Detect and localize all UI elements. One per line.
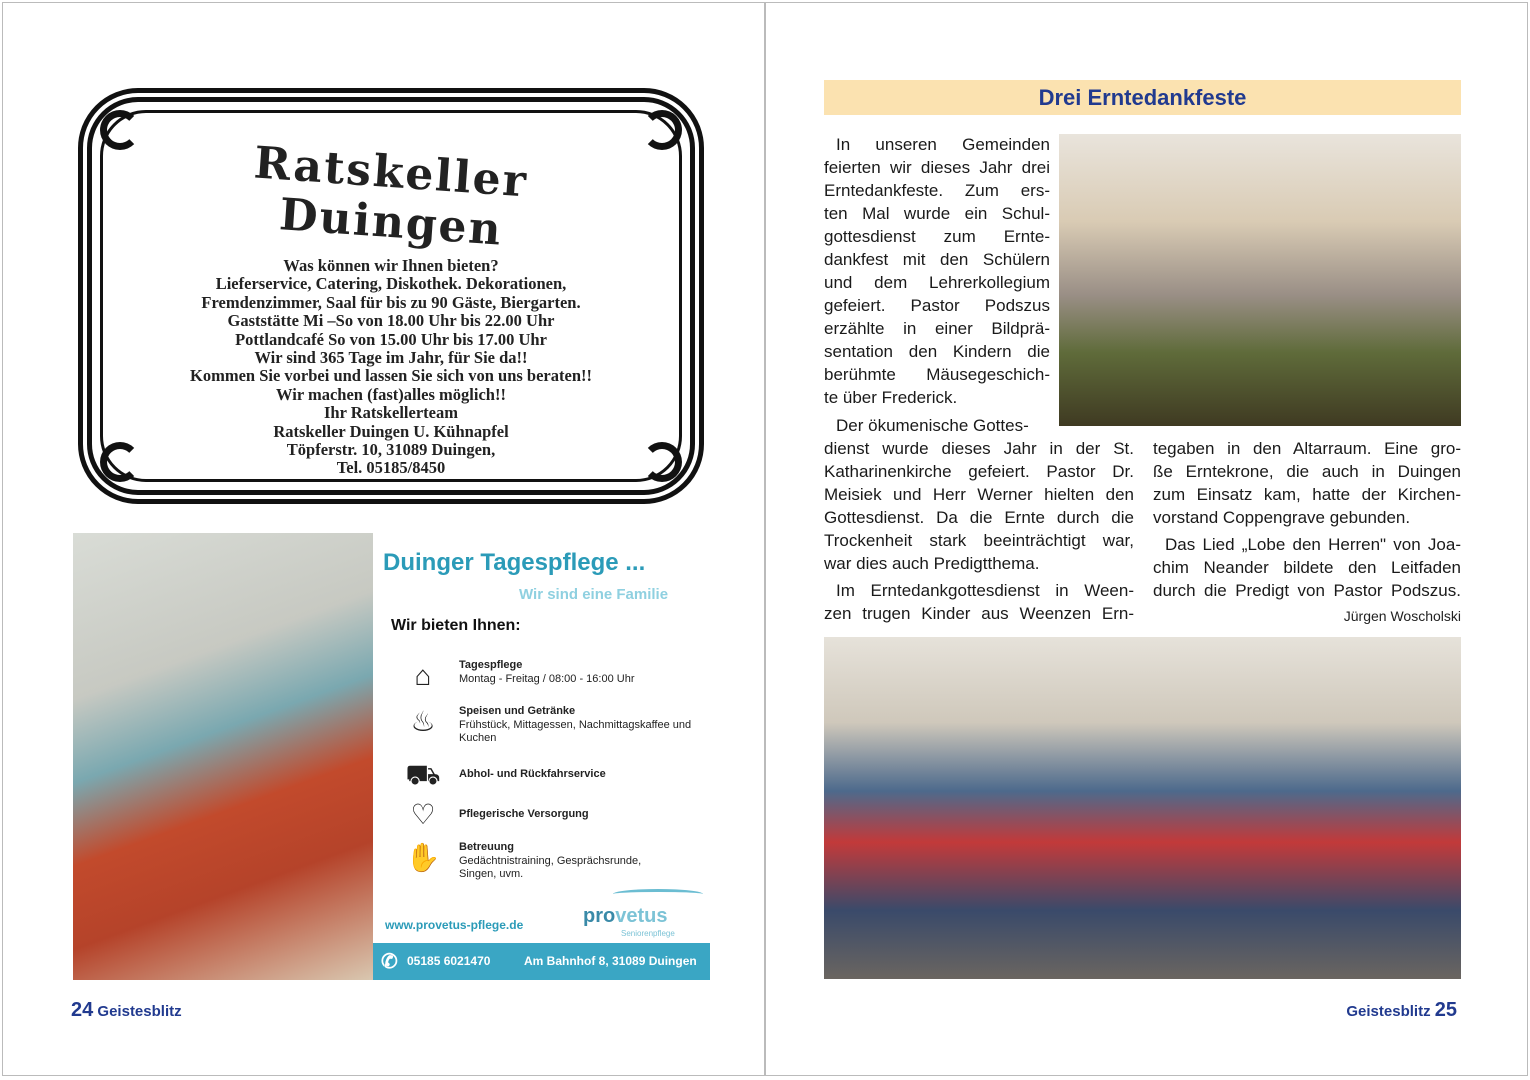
- logo-subtitle: Seniorenpflege: [621, 929, 675, 938]
- text-line: berühmte Mäusegeschich-: [824, 365, 1050, 384]
- phone-number: 05185 6021470: [407, 954, 491, 968]
- text-line: Gottesdienst. Da die Ernte durch die: [824, 508, 1134, 527]
- ad-line: Ratskeller Duingen U. Kühnapfel: [273, 421, 509, 441]
- text-line: war dies auch Predigtthema.: [824, 554, 1040, 573]
- magazine-name: Geistesblitz: [1346, 1003, 1431, 1020]
- service-title: Pflegerische Versorgung: [459, 808, 589, 820]
- ad-line: Fremdenzimmer, Saal für bis zu 90 Gäste, Biergarten.: [201, 292, 581, 312]
- left-page: [2, 2, 765, 1076]
- article-column-right: [1153, 437, 1461, 602]
- article-column-left: [824, 414, 1134, 625]
- article-title-bar: [824, 80, 1461, 115]
- website-link[interactable]: www.provetus-pflege.de: [385, 918, 524, 932]
- text-line: Der ökumenische Gottes-: [836, 416, 1029, 435]
- phone-icon: ✆: [381, 951, 398, 973]
- text-line: chim Neander bildete den Leitfaden: [1153, 558, 1461, 577]
- ad-line: Was können wir Ihnen bieten?: [283, 256, 499, 275]
- children-group-photo: [824, 637, 1461, 979]
- ad-line: Wir sind 365 Tage im Jahr, für Sie da!!: [254, 348, 528, 368]
- text-line: ße Erntekrone, die auch in Duingen: [1153, 462, 1461, 481]
- ad-subtitle: Wir sind eine Familie: [519, 586, 669, 603]
- text-line: gefeiert. Pastor Podszus: [824, 296, 1050, 315]
- text-line: Das Lied „Lobe den Herren" von Joa-: [1165, 535, 1461, 554]
- ad-line: Wir machen (fast)alles möglich!!: [276, 384, 506, 404]
- food-cloche-icon: ♨: [410, 706, 436, 737]
- heart-icon: ♡: [410, 799, 436, 830]
- ad-line: Lieferservice, Catering, Diskothek. Dekorationen,: [215, 274, 567, 294]
- right-page: [765, 2, 1528, 1076]
- ratskeller-body: [92, 257, 690, 478]
- text-line: Erntedankfeste. Zum ers-: [824, 181, 1050, 200]
- text-line: gottesdienst zum Ernte-: [824, 227, 1050, 246]
- ad-line: Gaststätte Mi –So von 18.00 Uhr bis 22.00 Uhr: [227, 311, 555, 331]
- service-text: Frühstück, Mittagessen, Nachmittagskaffee und Kuchen: [459, 718, 692, 744]
- ad-line: Pottlandcafé So von 15.00 Uhr bis 17.00 Uhr: [235, 329, 547, 349]
- page-number: 24: [71, 999, 94, 1021]
- text-line: und dem Lehrerkollegium: [824, 273, 1050, 292]
- church-children-photo: [1059, 134, 1461, 426]
- text-line: erzählte in einer Bildprä-: [824, 319, 1050, 338]
- ratskeller-title: Ratskeller: [252, 137, 530, 208]
- ad-line: Ihr Ratskellerteam: [324, 403, 458, 423]
- ornament-icon: [642, 110, 682, 150]
- text-line: Im Erntedankgottesdienst in Ween-: [836, 581, 1134, 600]
- service-text: Montag - Freitag / 08:00 - 16:00 Uhr: [459, 672, 635, 685]
- text-line: zum Einsatz kam, hatte der Kirchen-: [1153, 485, 1461, 504]
- logo-part: pro: [583, 905, 616, 927]
- text-line: In unseren Gemeinden: [836, 135, 1050, 154]
- logo-wave-icon: [613, 889, 703, 899]
- text-line: dienst wurde dieses Jahr in der St.: [824, 439, 1134, 458]
- service-title: Tagespflege: [459, 659, 523, 671]
- text-line: sentation den Kindern die: [824, 342, 1050, 361]
- text-line: Meisiek und Herr Werner hielten den: [824, 485, 1134, 504]
- text-line: Katharinenkirche gefeiert. Pastor Dr.: [824, 462, 1134, 481]
- bus-icon: ⛟: [405, 759, 441, 790]
- article-column-top: [824, 133, 1050, 409]
- offer-heading: Wir bieten Ihnen:: [391, 617, 521, 634]
- ratskeller-ad: [78, 88, 704, 504]
- text-line: te über Frederick.: [824, 388, 958, 407]
- service-title: Abhol- und Rückfahrservice: [459, 768, 606, 780]
- text-line: zen trugen Kinder aus Weenzen Ern-: [824, 604, 1134, 623]
- text-line: feierten wir dieses Jahr drei: [824, 158, 1050, 177]
- magazine-name: Geistesblitz: [97, 1003, 182, 1020]
- ad-line: Kommen Sie vorbei und lassen Sie sich von uns beraten!!: [190, 366, 592, 386]
- ratskeller-title-2: Duingen: [277, 189, 505, 256]
- tagespflege-ad: [73, 533, 710, 980]
- article-title: Drei Erntedankfeste: [1038, 85, 1247, 110]
- page-number: 25: [1434, 999, 1457, 1021]
- address: Am Bahnhof 8, 31089 Duingen: [524, 954, 697, 968]
- house-icon: ⌂: [414, 660, 432, 691]
- contact-bar: [373, 943, 710, 980]
- text-line: tegaben in den Altarraum. Eine gro-: [1153, 439, 1461, 458]
- provetus-logo: [583, 905, 667, 928]
- text-line: ten Mal wurde ein Schul-: [824, 204, 1050, 223]
- ad-line: Tel. 05185/8450: [336, 458, 446, 478]
- ad-line: Töpferstr. 10, 31089 Duingen,: [286, 440, 496, 460]
- text-line: dankfest mit den Schülern: [824, 250, 1050, 269]
- text-line: durch die Predigt von Pastor Podszus.: [1153, 581, 1461, 600]
- page-footer: [1346, 999, 1457, 1022]
- text-line: Trockenheit stark beeinträchtigt war,: [824, 531, 1134, 550]
- author: Jürgen Woscholski: [1343, 608, 1461, 624]
- page-footer: [71, 999, 182, 1022]
- caregiver-photo: [73, 533, 373, 980]
- service-title: Betreuung: [459, 841, 514, 853]
- service-title: Speisen und Getränke: [459, 705, 576, 717]
- text-line: vorstand Coppengrave gebunden.: [1153, 508, 1411, 527]
- ad-title: Duinger Tagespflege ...: [383, 549, 646, 576]
- service-text: Gedächtnistraining, Gesprächsrunde, Singen, uvm.: [459, 854, 642, 880]
- care-hands-icon: ✋: [405, 842, 441, 873]
- logo-part: vetus: [615, 905, 668, 927]
